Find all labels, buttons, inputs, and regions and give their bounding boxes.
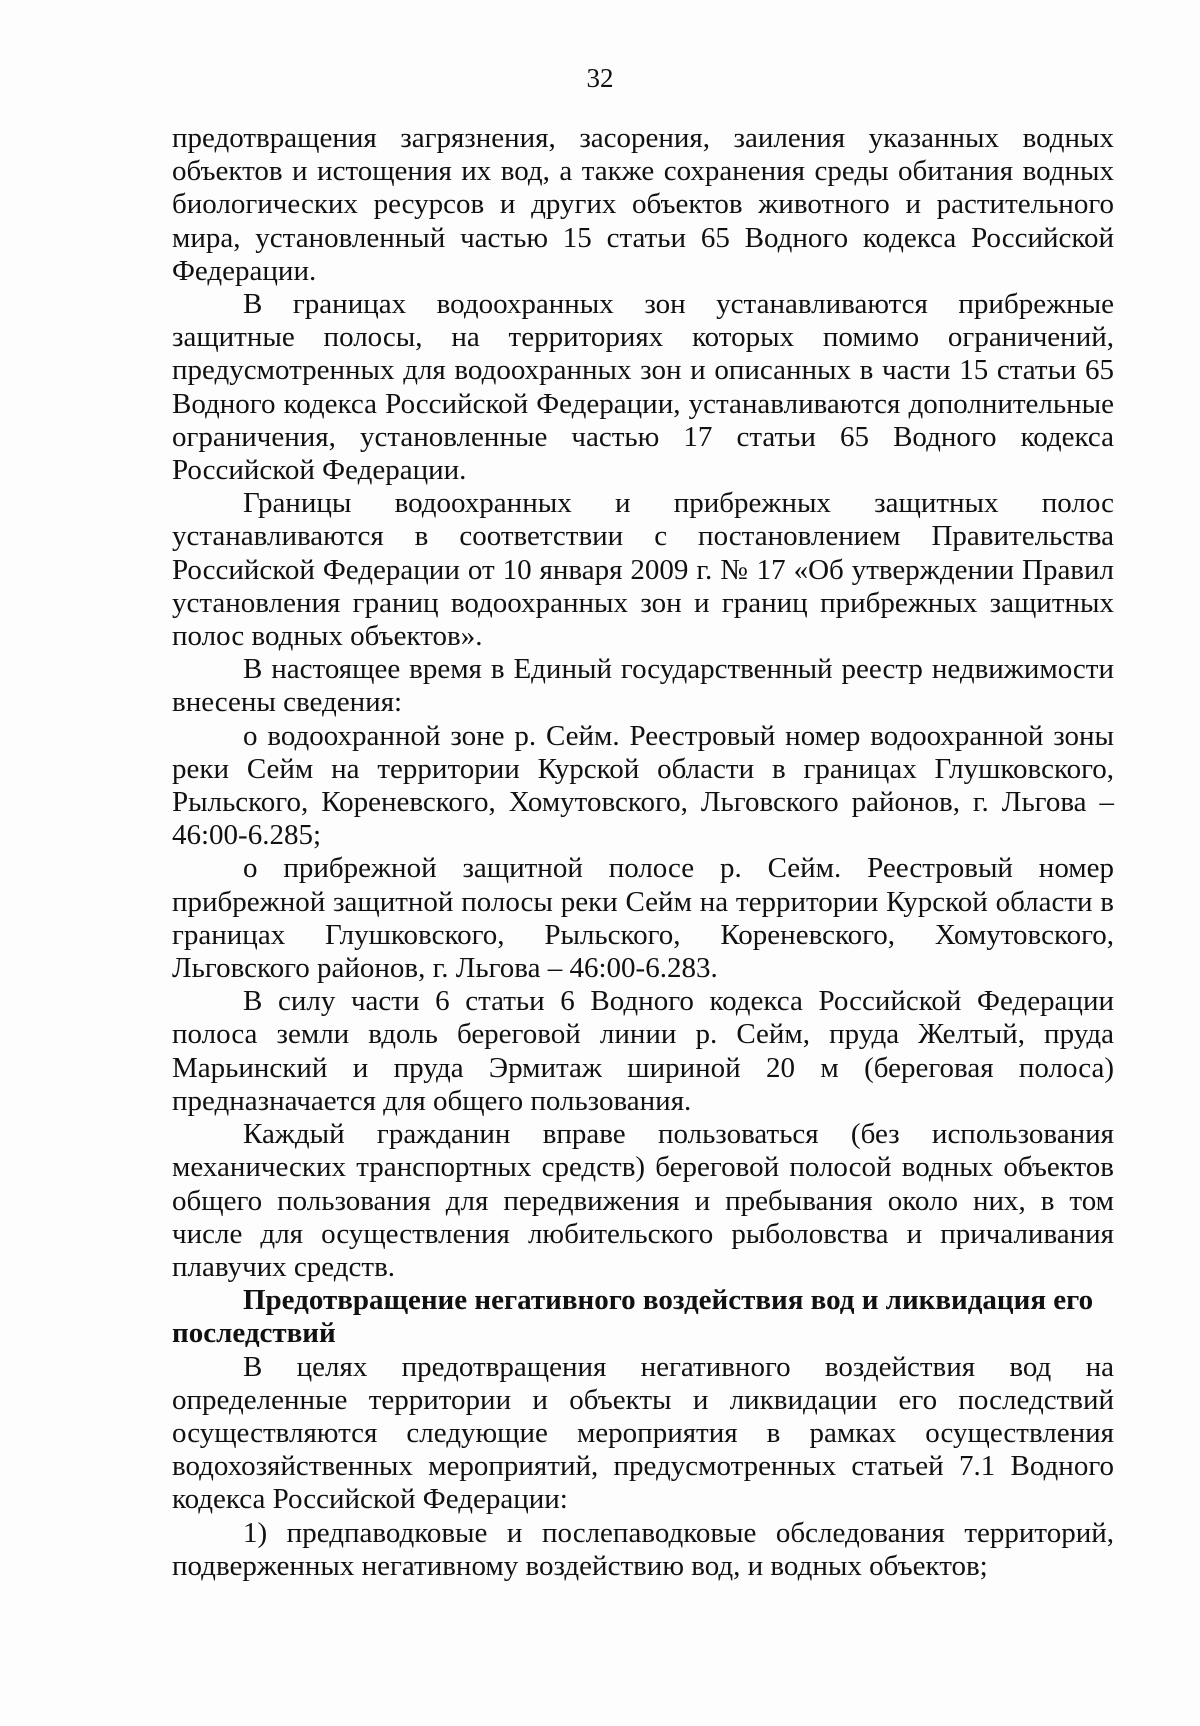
paragraph-citizen-rights: Каждый гражданин вправе пользоваться (без использования механических транспортных средств) береговой полосой водных объектов общего пользования для передвижения и пребывания около них, в том числе для осуществления любительского рыболовства и причаливания плавучих средств. <box>172 1118 1114 1283</box>
paragraph-coastal-protective-strip: о прибрежной защитной полосе р. Сейм. Реестровый номер прибрежной защитной полосы реки Сейм на территории Курской области в границах Глушковского, Рыльского, Кореневского, Хомутовского, Льговского районов, г. Льгова – 46:00-6.283. <box>172 852 1114 985</box>
section-heading: Предотвращение негативного воздействия вод и ликвидация его последствий <box>172 1284 1094 1350</box>
paragraph-shore-strip: В силу части 6 статьи 6 Водного кодекса Российской Федерации полоса земли вдоль береговой линии р. Сейм, пруда Желтый, пруда Марьинский и пруда Эрмитаж шириной 20 м (береговая полоса) предназначается для общего пользования. <box>172 985 1114 1117</box>
paragraph-boundaries: Границы водоохранных и прибрежных защитных полос устанавливаются в соответствии с постановлением Правительства Российской Федерации от 10 января 2009 г. № 17 «Об утверждении Правил установления границ водоохранных зон и границ прибрежных защитных полос водных объектов». <box>172 487 1114 653</box>
paragraph-coastal-strips: В границах водоохранных зон устанавливаются прибрежные защитные полосы, на территориях которых помимо ограничений, предусмотренных для водоохранных зон и описанных в части 15 статьи 65 Водного кодекса Российской Федерации, устанавливаются дополнительные ограничения, установленные частью 17 статьи 65 Водного кодекса Российской Федерации. <box>172 288 1114 487</box>
paragraph-measures-intro: В целях предотвращения негативного воздействия вод на определенные территории и объекты и ликвидации его последствий осуществляются следующие мероприятия в рамках осуществления водохозяйственных мероприятий, предусмотренных статьей 7.1 Водного кодекса Российской Федерации: <box>172 1350 1114 1516</box>
page-number: 32 <box>586 63 614 93</box>
document-body <box>172 122 1114 1583</box>
paragraph-water-protection-zone: о водоохранной зоне р. Сейм. Реестровый номер водоохранной зоны реки Сейм на территории Курской области в границах Глушковского, Рыльского, Кореневского, Хомутовского, Льговского районов, г. Льгова – 46:00-6.285; <box>172 719 1114 852</box>
paragraph-registry-intro: В настоящее время в Единый государственный реестр недвижимости внесены сведения: <box>172 653 1114 719</box>
paragraph-list-item-1: 1) предпаводковые и послепаводковые обследования территорий, подверженных негативному воздействию вод, и водных объектов; <box>172 1516 1114 1582</box>
paragraph-continuation: предотвращения загрязнения, засорения, заиления указанных водных объектов и истощения их вод, а также сохранения среды обитания водных биологических ресурсов и других объектов животного и растительного мира, установленный частью 15 статьи 65 Водного кодекса Российской Федерации. <box>172 122 1114 287</box>
